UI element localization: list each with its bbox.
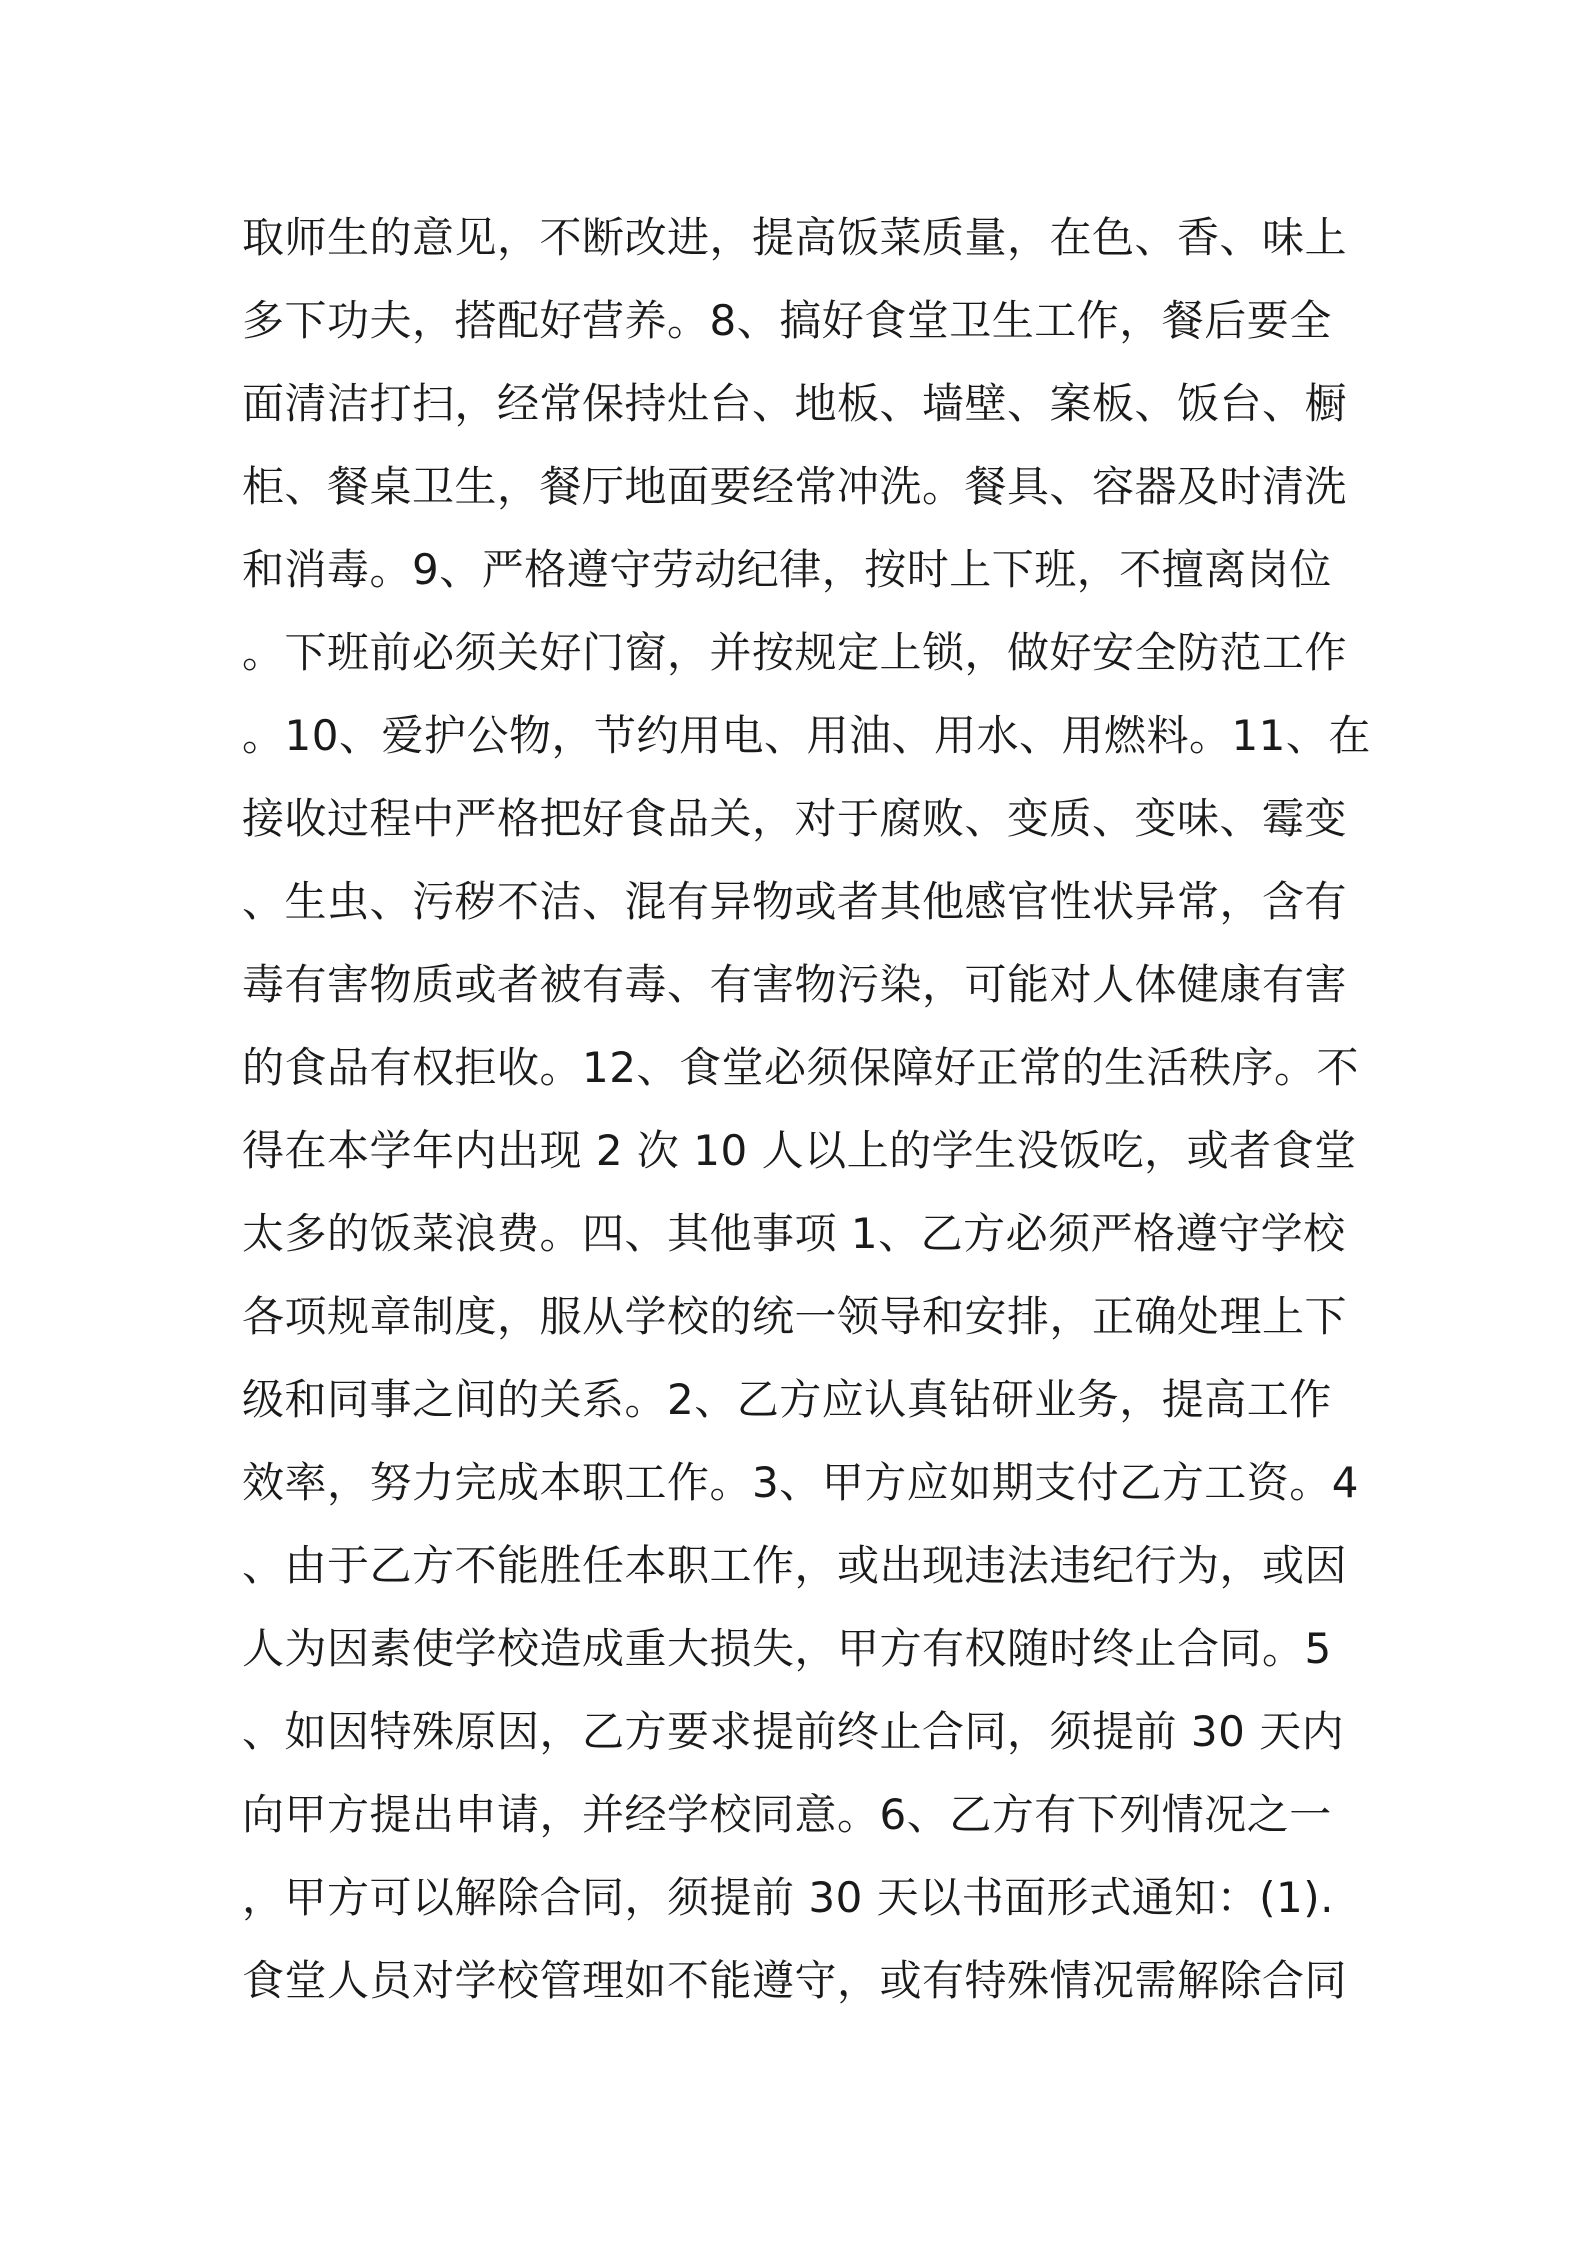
text-line: 得在本学年内出现 2 次 10 人以上的学生没饭吃，或者食堂 xyxy=(242,1126,1357,1175)
text-line: 、如因特殊原因，乙方要求提前终止合同，须提前 30 天内 xyxy=(242,1707,1345,1756)
text-line: 级和同事之间的关系。2、乙方应认真钻研业务，提高工作 xyxy=(242,1375,1332,1424)
text-line: 食堂人员对学校管理如不能遵守，或有特殊情况需解除合同 xyxy=(242,1956,1348,2005)
text-line: 人为因素使学校造成重大损失，甲方有权随时终止合同。5 xyxy=(242,1624,1332,1673)
text-line: 、生虫、污秽不洁、混有异物或者其他感官性状异常，含有 xyxy=(242,877,1348,926)
text-line: 毒有害物质或者被有毒、有害物污染，可能对人体健康有害 xyxy=(242,960,1348,1009)
text-line: 柜、餐桌卫生，餐厅地面要经常冲洗。餐具、容器及时清洗 xyxy=(242,462,1348,511)
text-line: 效率，努力完成本职工作。3、甲方应如期支付乙方工资。4 xyxy=(242,1458,1359,1507)
text-line: 面清洁打扫，经常保持灶台、地板、墙壁、案板、饭台、橱 xyxy=(242,379,1348,428)
text-line: 接收过程中严格把好食品关，对于腐败、变质、变味、霉变 xyxy=(242,794,1348,843)
body-text xyxy=(242,196,1371,2022)
text-line: ，甲方可以解除合同，须提前 30 天以书面形式通知：(1). xyxy=(242,1873,1334,1922)
text-line: 多下功夫，搭配好营养。8、搞好食堂卫生工作，餐后要全 xyxy=(242,296,1332,345)
text-line: 。10、爱护公物，节约用电、用油、用水、用燃料。11、在 xyxy=(242,711,1371,760)
text-line: 、由于乙方不能胜任本职工作，或出现违法违纪行为，或因 xyxy=(242,1541,1348,1590)
text-line: 。下班前必须关好门窗，并按规定上锁，做好安全防范工作 xyxy=(242,628,1348,677)
text-line: 向甲方提出申请，并经学校同意。6、乙方有下列情况之一 xyxy=(242,1790,1332,1839)
text-line: 取师生的意见，不断改进，提高饭菜质量，在色、香、味上 xyxy=(242,213,1348,262)
text-line: 太多的饭菜浪费。四、其他事项 1、乙方必须严格遵守学校 xyxy=(242,1209,1346,1258)
text-line: 和消毒。9、严格遵守劳动纪律，按时上下班，不擅离岗位 xyxy=(242,545,1332,594)
text-line: 的食品有权拒收。12、食堂必须保障好正常的生活秩序。不 xyxy=(242,1043,1359,1092)
text-line: 各项规章制度，服从学校的统一领导和安排，正确处理上下 xyxy=(242,1292,1348,1341)
